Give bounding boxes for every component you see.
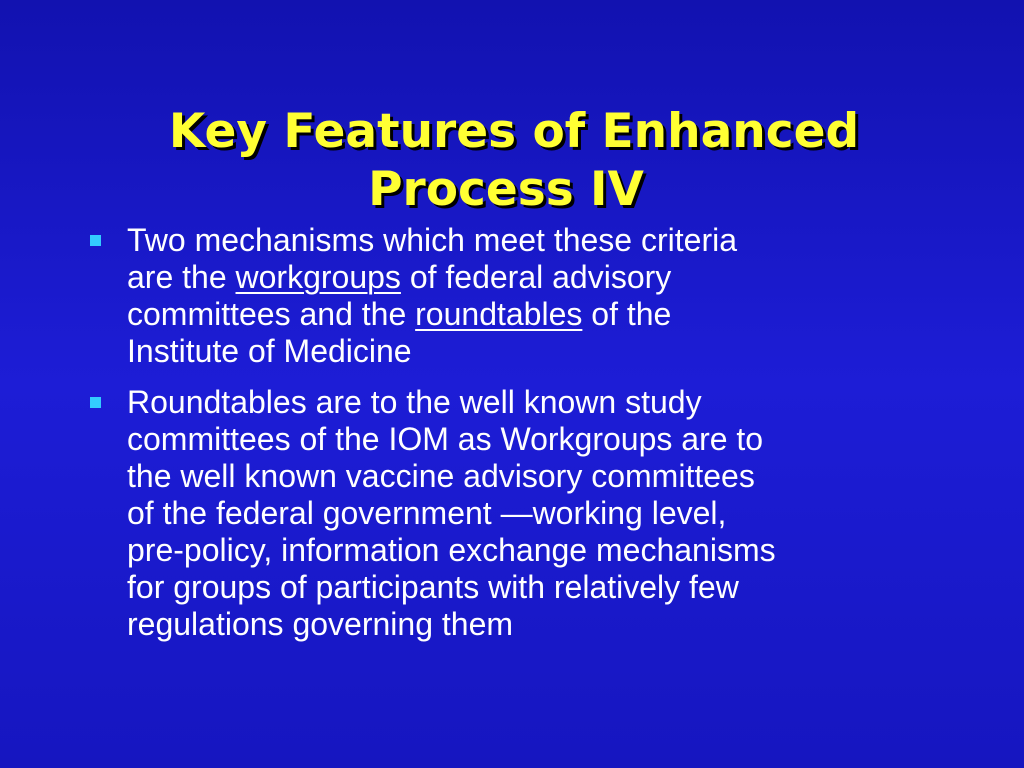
slide-title: [0, 103, 1024, 219]
bullet-text: are the: [127, 259, 236, 295]
bullet-2-line-2: committees of the IOM as Workgroups are to: [127, 421, 764, 457]
bullet-2-line-1: Roundtables are to the well known study: [127, 384, 702, 420]
bullet-1-line-3: [127, 296, 960, 333]
workgroups-underlined-term: workgroups: [235, 259, 401, 295]
bullet-text: of the: [582, 296, 672, 332]
slide-title-line-1: Key Features of Enhanced: [168, 104, 860, 160]
bullet-2-line-6: for groups of participants with relatively few: [127, 569, 739, 605]
bullet-item-2: [80, 384, 960, 643]
bullet-text: of federal advisory: [400, 259, 672, 295]
bullet-1-line-1: [127, 222, 960, 259]
bullet-list: [80, 222, 960, 657]
bullet-text: Two mechanisms which meet these criteria: [127, 222, 737, 258]
bullet-text: committees and the: [127, 296, 416, 332]
roundtables-underlined-term: roundtables: [415, 296, 583, 332]
bullet-2-line-7: regulations governing them: [127, 606, 514, 642]
bullet-item-1: [80, 222, 960, 370]
bullet-1-line-2: [127, 259, 960, 296]
bullet-text: Institute of Medicine: [127, 333, 412, 369]
bullet-2-line-4: of the federal government —working level,: [127, 495, 727, 531]
bullet-2-line-5: pre-policy, information exchange mechanisms: [127, 532, 776, 568]
bullet-2-line-3: the well known vaccine advisory committees: [127, 458, 755, 494]
slide-title-line-2: Process IV: [368, 162, 644, 218]
bullet-1-line-4: [127, 333, 960, 370]
square-bullet-icon: [90, 397, 101, 408]
square-bullet-icon: [90, 235, 101, 246]
